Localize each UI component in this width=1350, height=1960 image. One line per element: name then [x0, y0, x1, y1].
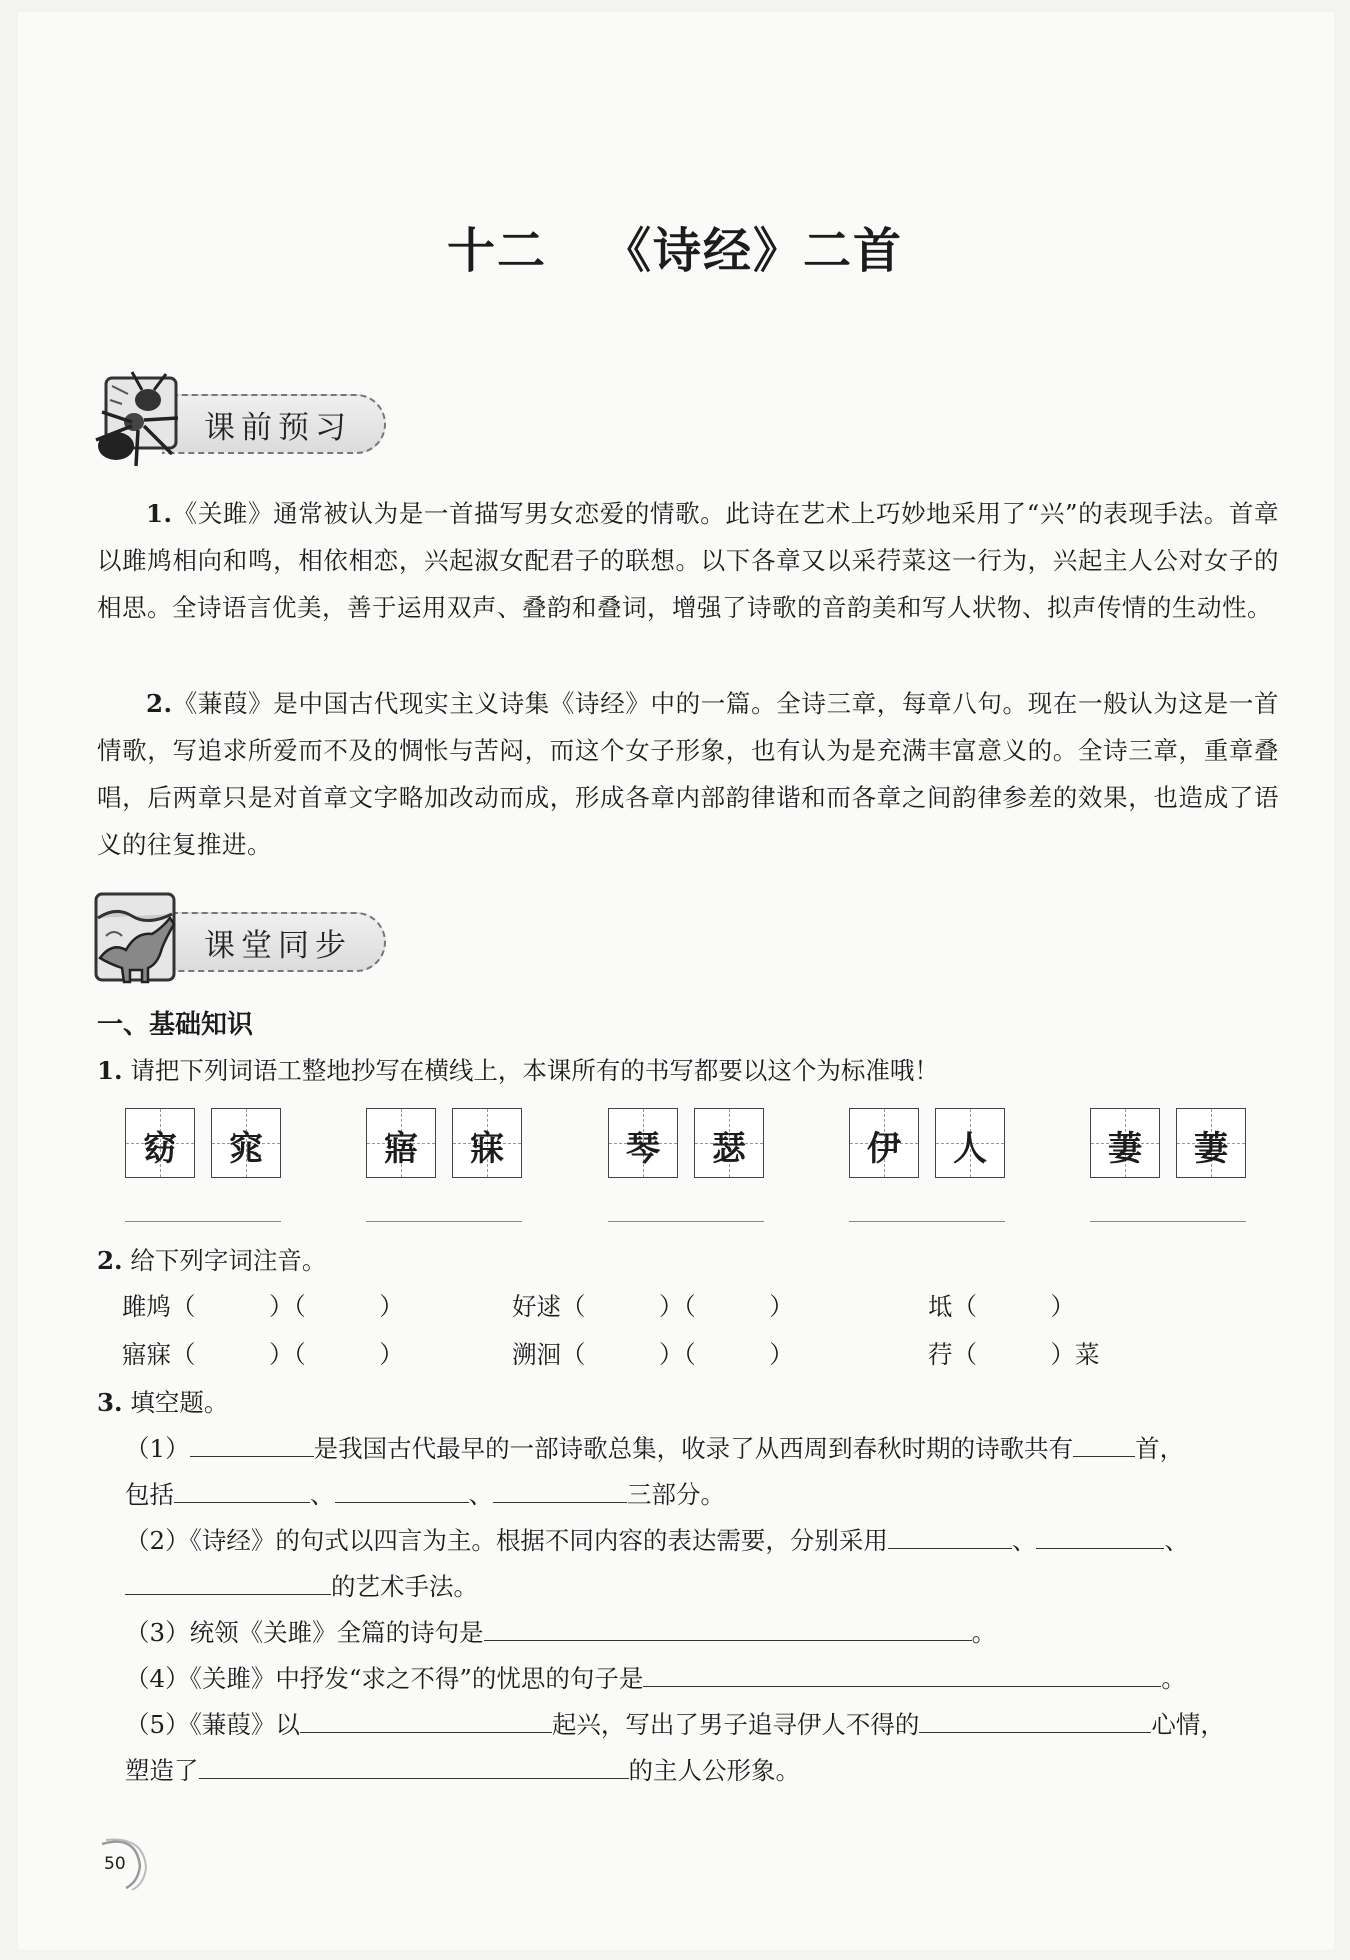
pinyin-item[interactable]: 荇（ ）菜	[928, 1340, 1100, 1369]
answer-blank[interactable]	[493, 1476, 627, 1503]
answer-blank[interactable]	[888, 1522, 1012, 1549]
fill-line-5	[125, 1614, 996, 1649]
model-character: 窈	[143, 1129, 177, 1169]
model-character: 萋	[1108, 1129, 1142, 1169]
tianzige-box	[1176, 1108, 1246, 1178]
answer-blank[interactable]	[300, 1706, 552, 1733]
question-number: 1.	[97, 1056, 123, 1085]
fill-text: 首，	[1135, 1434, 1185, 1463]
fill-text: 是我国古代最早的一部诗歌总集，收录了从西周到春秋时期的诗歌共有	[313, 1434, 1074, 1463]
fill-text: （3）统领《关雎》全篇的诗句是	[125, 1618, 484, 1647]
fill-text: 的艺术手法。	[331, 1572, 478, 1601]
model-character: 琴	[626, 1129, 660, 1169]
pinyin-item[interactable]: 寤寐（ ）（ ）	[122, 1340, 404, 1369]
answer-blank[interactable]	[1036, 1522, 1164, 1549]
fill-text: （1）	[125, 1434, 190, 1463]
fill-line-2	[125, 1476, 725, 1511]
lesson-name: 《诗经》二首	[603, 223, 904, 279]
preview-paragraph-2	[97, 680, 1279, 868]
answer-blank[interactable]	[1073, 1430, 1135, 1457]
fill-text: 起兴，写出了男子追寻伊人不得的	[551, 1710, 920, 1739]
answer-blank[interactable]	[190, 1430, 314, 1457]
model-character: 伊	[867, 1129, 901, 1169]
tianzige-box	[849, 1108, 919, 1178]
question-3	[97, 1384, 228, 1419]
paragraph-number: 1.	[146, 499, 173, 528]
tianzige-box	[452, 1108, 522, 1178]
tianzige-box	[1090, 1108, 1160, 1178]
question-number: 2.	[97, 1246, 123, 1275]
model-character: 寤	[384, 1129, 418, 1169]
answer-blank[interactable]	[919, 1706, 1151, 1733]
paragraph-number: 2.	[146, 689, 173, 718]
fill-line-3	[125, 1522, 1189, 1557]
lesson-title	[0, 212, 1350, 281]
fill-text: 三部分。	[627, 1480, 725, 1509]
writing-line[interactable]	[366, 1221, 522, 1222]
fill-line-8	[125, 1752, 800, 1787]
fill-text: 的主人公形象。	[628, 1756, 800, 1785]
fill-line-6	[125, 1660, 1186, 1695]
question-text: 填空题。	[130, 1388, 229, 1417]
page-number: 50	[104, 1854, 126, 1874]
pinyin-item[interactable]: 好逑（ ）（ ）	[512, 1292, 794, 1321]
answer-blank[interactable]	[335, 1476, 469, 1503]
question-text: 请把下列词语工整地抄写在横线上，本课所有的书写都要以这个为标准哦！	[130, 1056, 939, 1085]
question-number: 3.	[97, 1388, 123, 1417]
fill-text: 、	[1011, 1526, 1037, 1555]
paragraph-text: 《蒹葭》是中国古代现实主义诗集《诗经》中的一篇。全诗三章，每章八句。现在一般认为这是一首情歌，写追求所爱而不及的惆怅与苦闷，而这个女子形象，也有认为是充满丰富意义的。全诗三章，重章叠唱，后两章只是对首章文字略加改动而成，形成各章内部韵律谐和而各章之间韵律参差的效果，也造成了语义的往复推进。	[97, 689, 1279, 859]
tianzige-box	[608, 1108, 678, 1178]
fill-text: 塑造了	[125, 1756, 199, 1785]
question-text: 给下列字词注音。	[130, 1246, 327, 1275]
fill-text: （4）《关雎》中抒发“求之不得”的忧思的句子是	[125, 1664, 644, 1693]
section-banner-preview	[92, 370, 392, 474]
model-character: 窕	[229, 1129, 263, 1169]
fill-text: （5）《蒹葭》以	[125, 1710, 300, 1739]
tianzige-box	[935, 1108, 1005, 1178]
fill-text: 、	[1164, 1526, 1189, 1555]
paragraph-text: 《关雎》通常被认为是一首描写男女恋爱的情歌。此诗在艺术上巧妙地采用了“兴”的表现手法。首章以雎鸠相向和鸣，相依相恋，兴起淑女配君子的联想。以下各章又以采荇菜这一行为，兴起主人公对女子的相思。全诗语言优美，善于运用双声、叠韵和叠词，增强了诗歌的音韵美和写人状物、拟声传情的生动性。	[97, 499, 1279, 622]
ant-icon	[92, 370, 202, 474]
tianzige-box	[125, 1108, 195, 1178]
banner-label: 课前预习	[204, 410, 352, 446]
fill-text: 、	[468, 1480, 493, 1509]
lesson-number: 十二	[446, 223, 547, 279]
writing-line[interactable]	[125, 1221, 281, 1222]
section-heading: 一、基础知识	[97, 1010, 254, 1040]
tianzige-box	[694, 1108, 764, 1178]
pinyin-item[interactable]: 坻（ ）	[928, 1292, 1075, 1321]
fill-line-1	[125, 1430, 1184, 1465]
answer-blank[interactable]	[125, 1568, 331, 1595]
writing-line[interactable]	[1090, 1221, 1246, 1222]
tianzige-box	[366, 1108, 436, 1178]
dinosaur-icon	[92, 888, 202, 992]
question-2	[97, 1242, 326, 1277]
preview-paragraph-1	[97, 490, 1279, 631]
tianzige-box	[211, 1108, 281, 1178]
answer-blank[interactable]	[174, 1476, 310, 1503]
banner-label: 课堂同步	[204, 928, 352, 964]
writing-line[interactable]	[849, 1221, 1005, 1222]
fill-text: 。	[971, 1618, 997, 1647]
model-character: 人	[953, 1129, 987, 1169]
fill-text: 包括	[125, 1480, 174, 1509]
fill-text: 。	[1161, 1664, 1186, 1693]
question-1	[97, 1052, 939, 1087]
model-character: 瑟	[712, 1129, 746, 1169]
fill-line-4	[125, 1568, 478, 1603]
pinyin-item[interactable]: 溯洄（ ）（ ）	[512, 1340, 794, 1369]
writing-line[interactable]	[608, 1221, 764, 1222]
section-banner-classroom	[92, 888, 392, 992]
answer-blank[interactable]	[199, 1752, 629, 1779]
fill-text: 心情，	[1151, 1710, 1225, 1739]
fill-text: （2）《诗经》的句式以四言为主。根据不同内容的表达需要，分别采用	[125, 1526, 888, 1555]
fill-text: 、	[310, 1480, 335, 1509]
pinyin-item[interactable]: 雎鸠（ ）（ ）	[122, 1292, 404, 1321]
answer-blank[interactable]	[484, 1614, 972, 1641]
fill-line-7	[125, 1706, 1225, 1741]
model-character: 萋	[1194, 1129, 1228, 1169]
model-character: 寐	[470, 1129, 504, 1169]
answer-blank[interactable]	[643, 1660, 1161, 1687]
